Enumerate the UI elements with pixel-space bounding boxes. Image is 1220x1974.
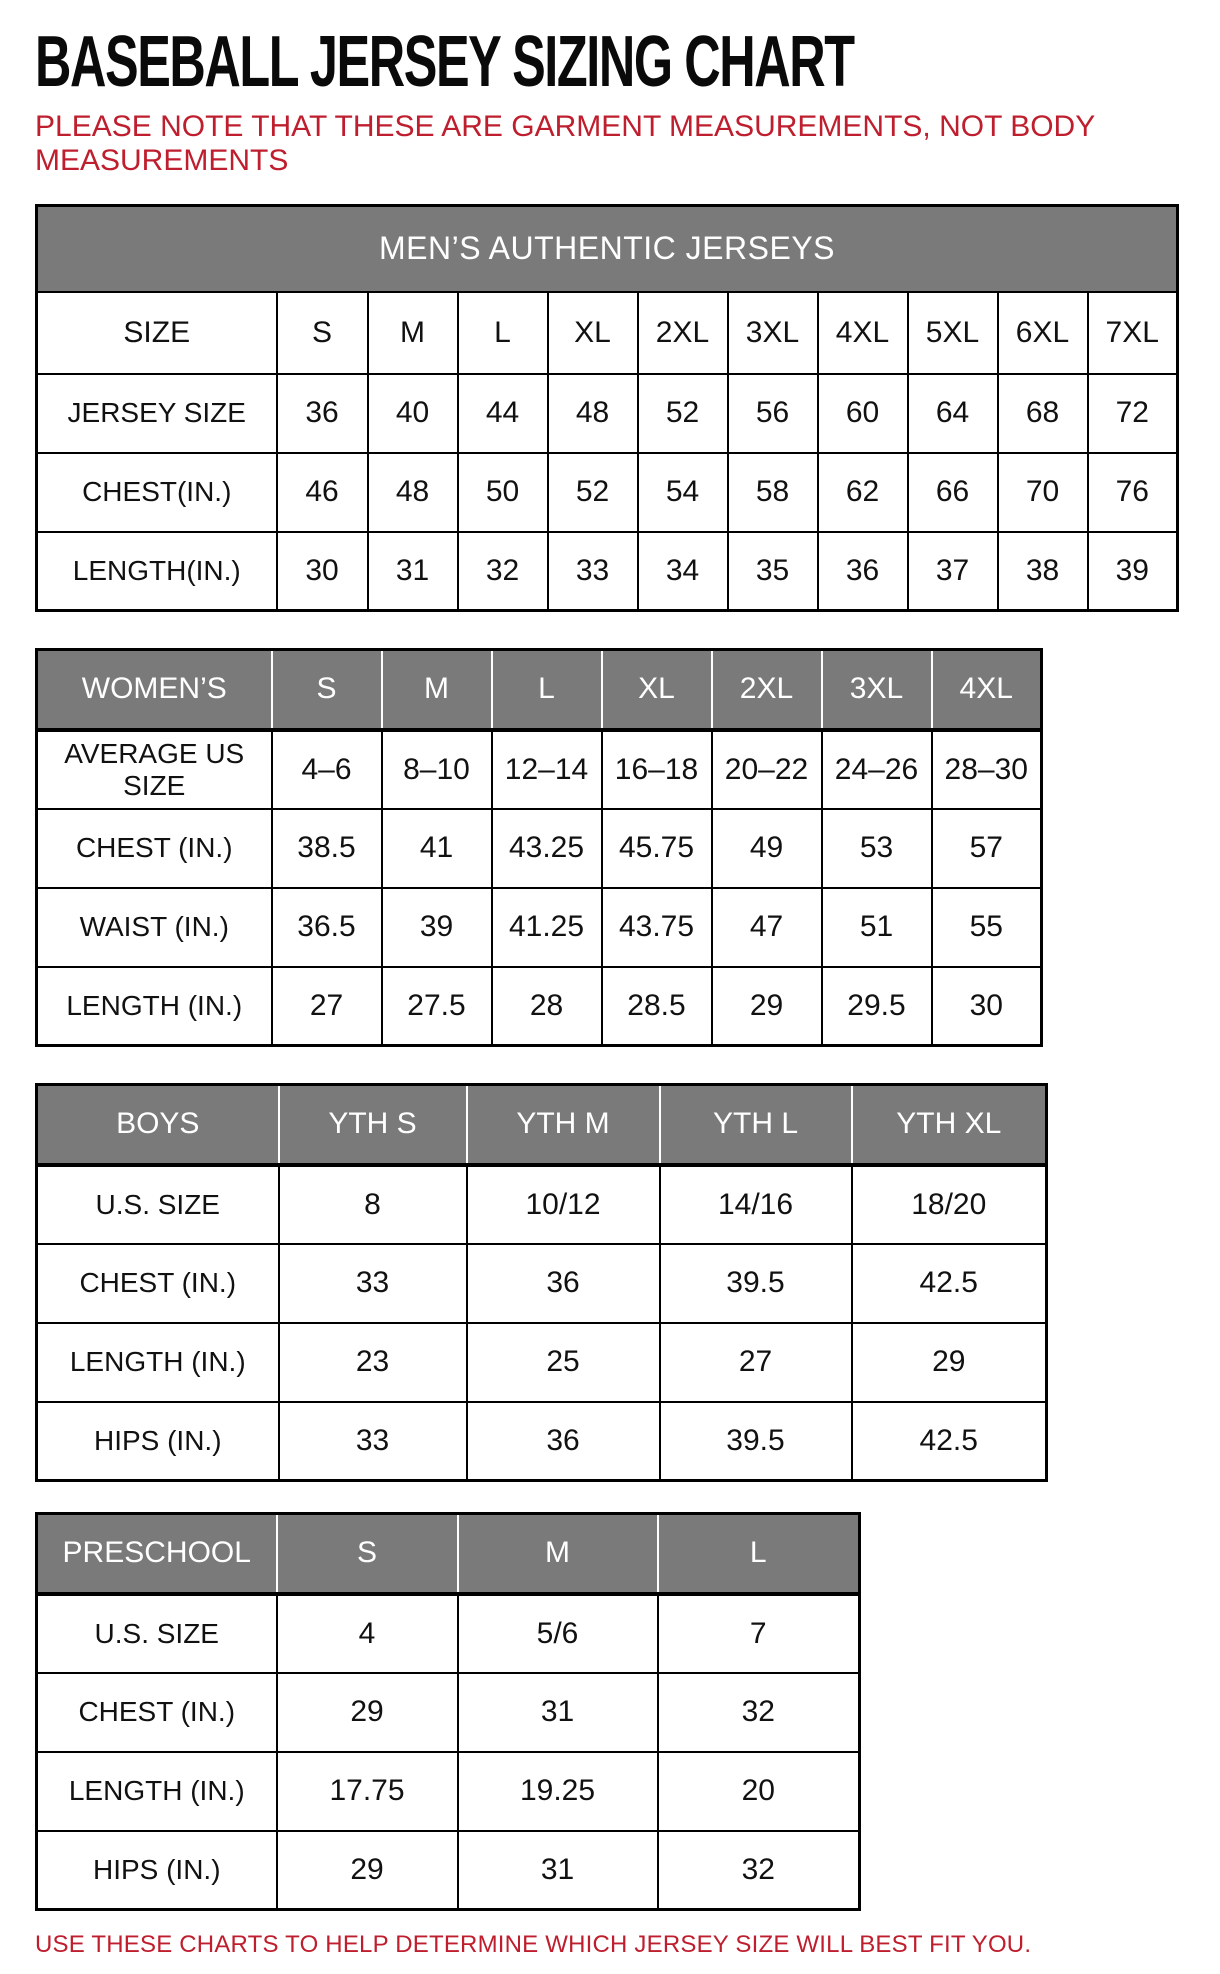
mens-header-2: M [368, 292, 458, 374]
preschool-header-row [37, 1514, 860, 1594]
mens-cell-2-9: 39 [1088, 532, 1178, 611]
preschool-data-row-1 [37, 1673, 860, 1752]
boys-cell-2-1: 25 [467, 1323, 660, 1402]
mens-data-row-1 [37, 453, 1178, 532]
boys-header-3: YTH L [660, 1085, 852, 1165]
title-row [35, 22, 1190, 102]
boys-cell-0-2: 14/16 [660, 1165, 852, 1244]
preschool-cell-0-2: 7 [658, 1594, 860, 1673]
preschool-data-row-2 [37, 1752, 860, 1831]
womens-header-6: 3XL [822, 650, 932, 730]
womens-data-row-3 [37, 967, 1042, 1046]
boys-cell-0-0: 8 [279, 1165, 467, 1244]
preschool-header-3: L [658, 1514, 860, 1594]
womens-cell-0-0: 4–6 [272, 730, 382, 809]
mens-cell-2-1: 31 [368, 532, 458, 611]
boys-header-4: YTH XL [852, 1085, 1047, 1165]
boys-row-label-1: CHEST (IN.) [37, 1244, 279, 1323]
womens-cell-3-3: 28.5 [602, 967, 712, 1046]
preschool-cell-0-1: 5/6 [458, 1594, 658, 1673]
mens-cell-1-8: 70 [998, 453, 1088, 532]
mens-cell-0-7: 64 [908, 374, 998, 453]
mens-cell-0-3: 48 [548, 374, 638, 453]
boys-cell-2-0: 23 [279, 1323, 467, 1402]
womens-cell-1-3: 45.75 [602, 809, 712, 888]
preschool-header-1: S [277, 1514, 458, 1594]
preschool-size-table [35, 1512, 861, 1911]
mens-cell-0-4: 52 [638, 374, 728, 453]
mens-data-row-0 [37, 374, 1178, 453]
boys-cell-2-3: 29 [852, 1323, 1047, 1402]
womens-row-label-3: LENGTH (IN.) [37, 967, 272, 1046]
boys-cell-1-0: 33 [279, 1244, 467, 1323]
mens-row-label-2: LENGTH(IN.) [37, 532, 277, 611]
preschool-cell-1-1: 31 [458, 1673, 658, 1752]
boys-data-row-2 [37, 1323, 1047, 1402]
mens-header-3: L [458, 292, 548, 374]
boys-cell-3-2: 39.5 [660, 1402, 852, 1481]
womens-cell-0-3: 16–18 [602, 730, 712, 809]
preschool-table-head [37, 1514, 860, 1594]
womens-row-label-0: AVERAGE US SIZE [37, 730, 272, 809]
womens-header-0: WOMEN’S [37, 650, 272, 730]
mens-cell-2-3: 33 [548, 532, 638, 611]
mens-size-table [35, 204, 1179, 612]
preschool-row-label-2: LENGTH (IN.) [37, 1752, 277, 1831]
mens-cell-2-0: 30 [277, 532, 368, 611]
womens-cell-0-1: 8–10 [382, 730, 492, 809]
mens-cell-1-6: 62 [818, 453, 908, 532]
boys-table-body [37, 1165, 1047, 1481]
boys-cell-0-3: 18/20 [852, 1165, 1047, 1244]
womens-cell-1-0: 38.5 [272, 809, 382, 888]
preschool-data-row-3 [37, 1831, 860, 1910]
womens-table-head [37, 650, 1042, 730]
womens-cell-3-1: 27.5 [382, 967, 492, 1046]
boys-header-1: YTH S [279, 1085, 467, 1165]
mens-header-7: 4XL [818, 292, 908, 374]
preschool-cell-0-0: 4 [277, 1594, 458, 1673]
mens-header-5: 2XL [638, 292, 728, 374]
womens-cell-0-6: 28–30 [932, 730, 1042, 809]
womens-size-table [35, 648, 1043, 1047]
preschool-table-body [37, 1594, 860, 1910]
preschool-cell-3-0: 29 [277, 1831, 458, 1910]
womens-header-1: S [272, 650, 382, 730]
womens-cell-0-5: 24–26 [822, 730, 932, 809]
womens-cell-3-6: 30 [932, 967, 1042, 1046]
mens-cell-1-0: 46 [277, 453, 368, 532]
page-title: BASEBALL JERSEY SIZING CHART [35, 22, 854, 102]
womens-cell-2-0: 36.5 [272, 888, 382, 967]
mens-banner-row [37, 206, 1178, 292]
womens-cell-3-0: 27 [272, 967, 382, 1046]
mens-table-body [37, 374, 1178, 611]
mens-header-4: XL [548, 292, 638, 374]
mens-cell-2-5: 35 [728, 532, 818, 611]
preschool-cell-2-2: 20 [658, 1752, 860, 1831]
boys-cell-3-0: 33 [279, 1402, 467, 1481]
womens-cell-1-2: 43.25 [492, 809, 602, 888]
mens-banner: MEN’S AUTHENTIC JERSEYS [37, 206, 1178, 292]
womens-cell-0-4: 20–22 [712, 730, 822, 809]
womens-cell-1-6: 57 [932, 809, 1042, 888]
boys-cell-3-3: 42.5 [852, 1402, 1047, 1481]
preschool-header-2: M [458, 1514, 658, 1594]
boys-header-2: YTH M [467, 1085, 660, 1165]
mens-cell-1-3: 52 [548, 453, 638, 532]
womens-cell-2-4: 47 [712, 888, 822, 967]
mens-cell-0-9: 72 [1088, 374, 1178, 453]
womens-cell-1-1: 41 [382, 809, 492, 888]
womens-data-row-0 [37, 730, 1042, 809]
preschool-cell-2-0: 17.75 [277, 1752, 458, 1831]
preschool-cell-1-0: 29 [277, 1673, 458, 1752]
womens-cell-2-1: 39 [382, 888, 492, 967]
boys-cell-1-2: 39.5 [660, 1244, 852, 1323]
mens-header-8: 5XL [908, 292, 998, 374]
womens-cell-3-4: 29 [712, 967, 822, 1046]
womens-data-row-1 [37, 809, 1042, 888]
mens-cell-2-8: 38 [998, 532, 1088, 611]
boys-cell-1-1: 36 [467, 1244, 660, 1323]
womens-cell-2-6: 55 [932, 888, 1042, 967]
mens-cell-0-5: 56 [728, 374, 818, 453]
boys-data-row-1 [37, 1244, 1047, 1323]
footer-note: USE THESE CHARTS TO HELP DETERMINE WHICH JERSEY SIZE WILL BEST FIT YOU. [35, 1931, 1032, 1958]
womens-data-row-2 [37, 888, 1042, 967]
boys-cell-1-3: 42.5 [852, 1244, 1047, 1323]
boys-size-table [35, 1083, 1048, 1482]
womens-header-3: L [492, 650, 602, 730]
mens-header-9: 6XL [998, 292, 1088, 374]
mens-cell-2-2: 32 [458, 532, 548, 611]
womens-table-body [37, 730, 1042, 1046]
boys-header-0: BOYS [37, 1085, 279, 1165]
mens-cell-1-5: 58 [728, 453, 818, 532]
womens-header-row [37, 650, 1042, 730]
boys-cell-3-1: 36 [467, 1402, 660, 1481]
mens-cell-0-6: 60 [818, 374, 908, 453]
preschool-header-0: PRESCHOOL [37, 1514, 277, 1594]
womens-cell-1-4: 49 [712, 809, 822, 888]
womens-header-4: XL [602, 650, 712, 730]
boys-data-row-0 [37, 1165, 1047, 1244]
mens-cell-1-1: 48 [368, 453, 458, 532]
boys-header-row [37, 1085, 1047, 1165]
mens-cell-0-8: 68 [998, 374, 1088, 453]
womens-cell-2-2: 41.25 [492, 888, 602, 967]
mens-header-row [37, 292, 1178, 374]
womens-header-7: 4XL [932, 650, 1042, 730]
mens-cell-1-9: 76 [1088, 453, 1178, 532]
mens-cell-1-2: 50 [458, 453, 548, 532]
womens-cell-2-5: 51 [822, 888, 932, 967]
mens-row-label-0: JERSEY SIZE [37, 374, 277, 453]
womens-cell-2-3: 43.75 [602, 888, 712, 967]
preschool-cell-2-1: 19.25 [458, 1752, 658, 1831]
womens-row-label-1: CHEST (IN.) [37, 809, 272, 888]
womens-cell-1-5: 53 [822, 809, 932, 888]
mens-header-1: S [277, 292, 368, 374]
womens-cell-0-2: 12–14 [492, 730, 602, 809]
mens-data-row-2 [37, 532, 1178, 611]
preschool-cell-3-2: 32 [658, 1831, 860, 1910]
mens-header-6: 3XL [728, 292, 818, 374]
womens-header-2: M [382, 650, 492, 730]
mens-row-label-1: CHEST(IN.) [37, 453, 277, 532]
preschool-cell-3-1: 31 [458, 1831, 658, 1910]
boys-row-label-0: U.S. SIZE [37, 1165, 279, 1244]
mens-header-0: SIZE [37, 292, 277, 374]
mens-cell-0-1: 40 [368, 374, 458, 453]
boys-cell-0-1: 10/12 [467, 1165, 660, 1244]
mens-cell-0-2: 44 [458, 374, 548, 453]
boys-table-head [37, 1085, 1047, 1165]
mens-cell-2-7: 37 [908, 532, 998, 611]
mens-cell-1-7: 66 [908, 453, 998, 532]
preschool-row-label-3: HIPS (IN.) [37, 1831, 277, 1910]
womens-header-5: 2XL [712, 650, 822, 730]
mens-cell-1-4: 54 [638, 453, 728, 532]
preschool-row-label-1: CHEST (IN.) [37, 1673, 277, 1752]
boys-cell-2-2: 27 [660, 1323, 852, 1402]
mens-table-head [37, 206, 1178, 374]
boys-row-label-2: LENGTH (IN.) [37, 1323, 279, 1402]
preschool-cell-1-2: 32 [658, 1673, 860, 1752]
mens-cell-2-4: 34 [638, 532, 728, 611]
boys-data-row-3 [37, 1402, 1047, 1481]
womens-row-label-2: WAIST (IN.) [37, 888, 272, 967]
preschool-row-label-0: U.S. SIZE [37, 1594, 277, 1673]
womens-cell-3-5: 29.5 [822, 967, 932, 1046]
mens-header-10: 7XL [1088, 292, 1178, 374]
preschool-data-row-0 [37, 1594, 860, 1673]
mens-cell-0-0: 36 [277, 374, 368, 453]
boys-row-label-3: HIPS (IN.) [37, 1402, 279, 1481]
mens-cell-2-6: 36 [818, 532, 908, 611]
garment-measurements-note: PLEASE NOTE THAT THESE ARE GARMENT MEASUREMENTS, NOT BODY MEASUREMENTS [35, 110, 1095, 177]
womens-cell-3-2: 28 [492, 967, 602, 1046]
